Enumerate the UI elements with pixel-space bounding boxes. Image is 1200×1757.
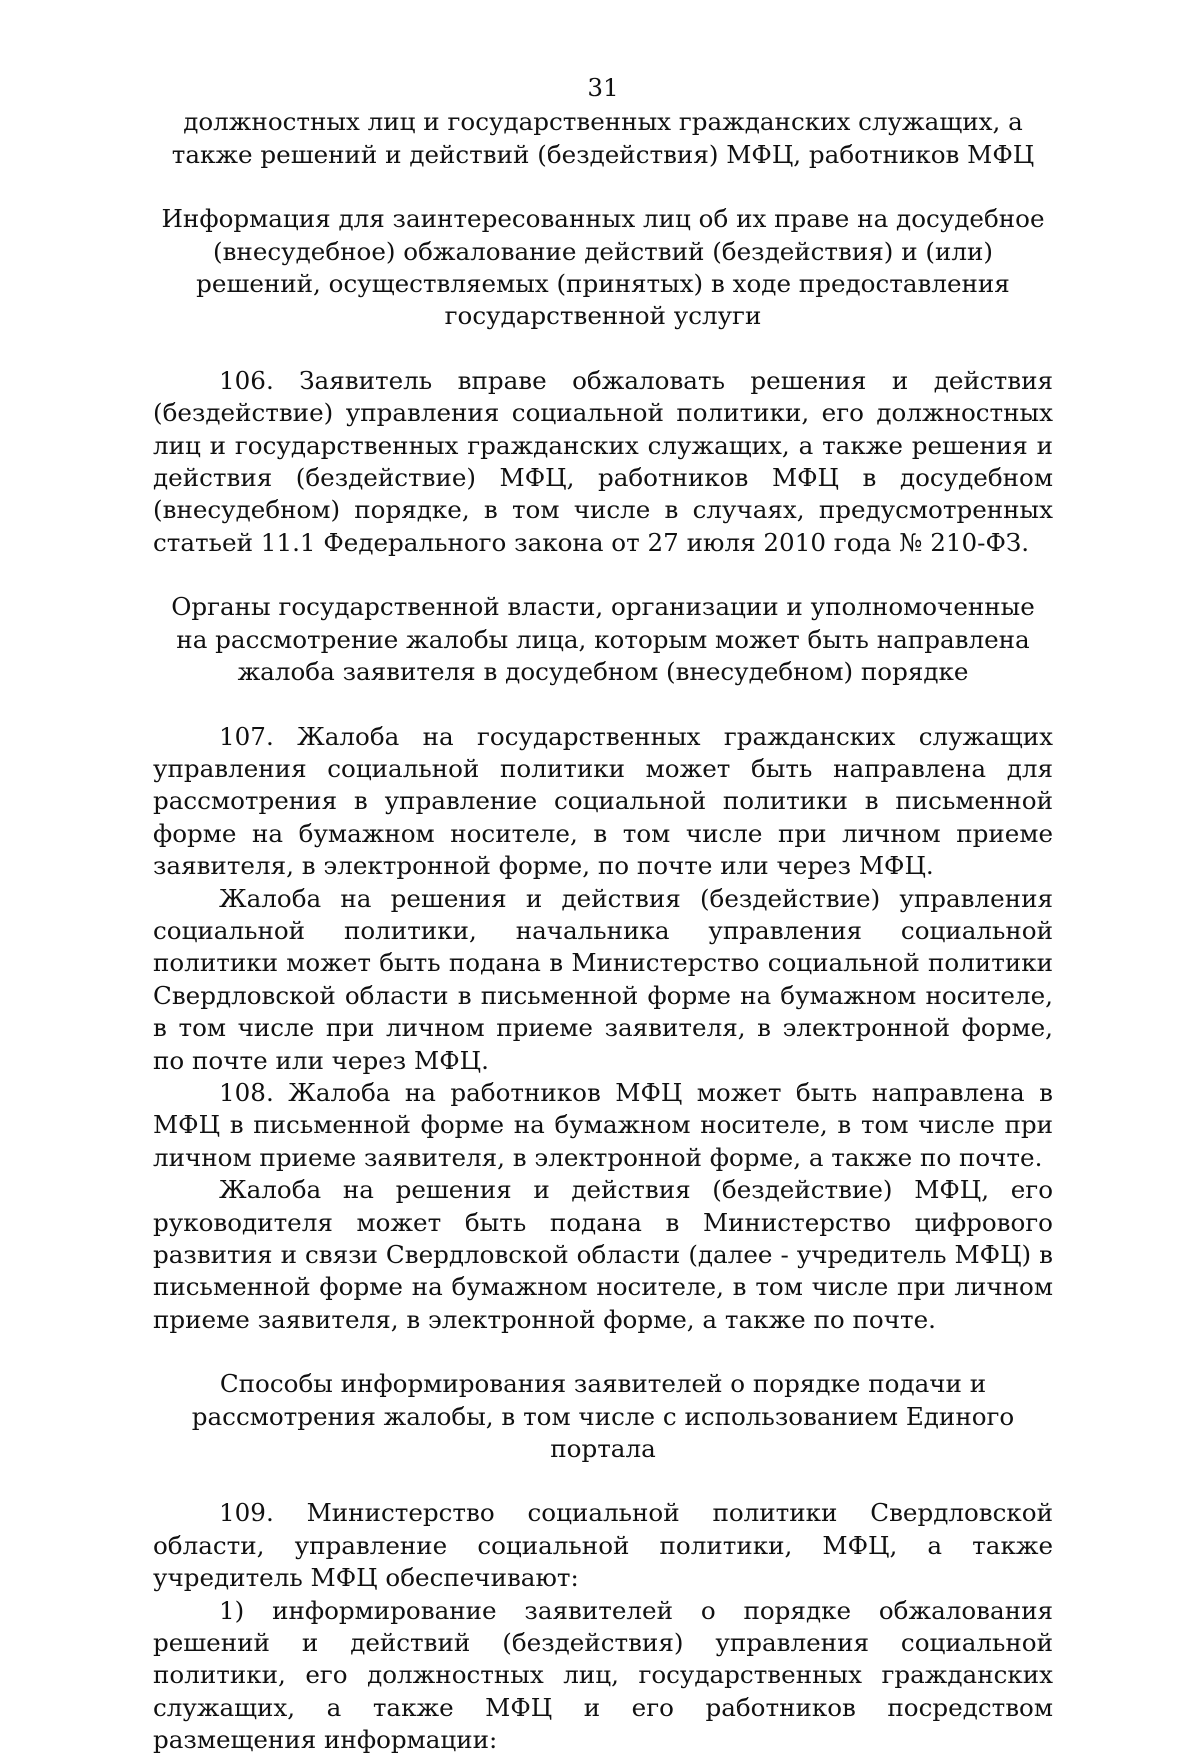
page-number: 31: [587, 73, 619, 102]
intro-heading: должностных лиц и государственных гражданских служащих, а также решений и действий (бездействия) МФЦ, работников МФЦ: [171, 107, 1035, 169]
section-heading-1: Информация для заинтересованных лиц об их праве на досудебное (внесудебное) обжалование действий (бездействия) и (или) решений, осуществляемых (принятых) в ходе предоставления государственной услуги: [161, 204, 1045, 331]
paragraph-109-item-1: 1) информирование заявителей о порядке обжалования решений и действий (бездействия) управления социальной политики, его должностных лиц, государственных гражданских служащих, а также МФЦ и его работников посредством размещения информации:: [153, 1595, 1053, 1755]
paragraph-108: 108. Жалоба на работников МФЦ может быть направлена в МФЦ в письменной форме на бумажном носителе, в том числе при личном приеме заявителя, в электронной форме, а также по почте.: [153, 1077, 1053, 1172]
section-heading-2: Органы государственной власти, организации и уполномоченные на рассмотрение жалобы лица, которым может быть направлена жалоба заявителя в досудебном (внесудебном) порядке: [171, 592, 1035, 687]
section-heading-3: Способы информирования заявителей о порядке подачи и рассмотрения жалобы, в том числе с использованием Единого портала: [191, 1369, 1015, 1464]
paragraph-106: 106. Заявитель вправе обжаловать решения и действия (бездействие) управления социальной политики, его должностных лиц и государственных гражданских служащих, а также решения и действия (бездействие) МФЦ, работников МФЦ в досудебном (внесудебном) порядке, в том числе в случаях, предусмотренных статьей 11.1 Федерального закона от 27 июля 2010 года № 210-ФЗ.: [153, 365, 1053, 557]
paragraph-107-complaint-ministry: Жалоба на решения и действия (бездействие) управления социальной политики, начальника управления социальной политики может быть подана в Министерство социальной политики Свердловской области в письменной форме на бумажном носителе, в том числе при личном приеме заявителя, в электронной форме, по почте или через МФЦ.: [153, 883, 1053, 1075]
paragraph-107: 107. Жалоба на государственных гражданских служащих управления социальной политики может быть направлена для рассмотрения в управление социальной политики в письменной форме на бумажном носителе, в том числе при личном приеме заявителя, в электронной форме, по почте или через МФЦ.: [153, 721, 1053, 881]
paragraph-109: 109. Министерство социальной политики Свердловской области, управление социальной политики, МФЦ, а также учредитель МФЦ обеспечивают:: [153, 1498, 1053, 1593]
paragraph-108-complaint-founder: Жалоба на решения и действия (бездействие) МФЦ, его руководителя может быть подана в Министерство цифрового развития и связи Свердловской области (далее - учредитель МФЦ) в письменной форме на бумажном носителе, в том числе при личном приеме заявителя, в электронной форме, а также по почте.: [153, 1175, 1053, 1334]
document-page: [153, 72, 1053, 1757]
